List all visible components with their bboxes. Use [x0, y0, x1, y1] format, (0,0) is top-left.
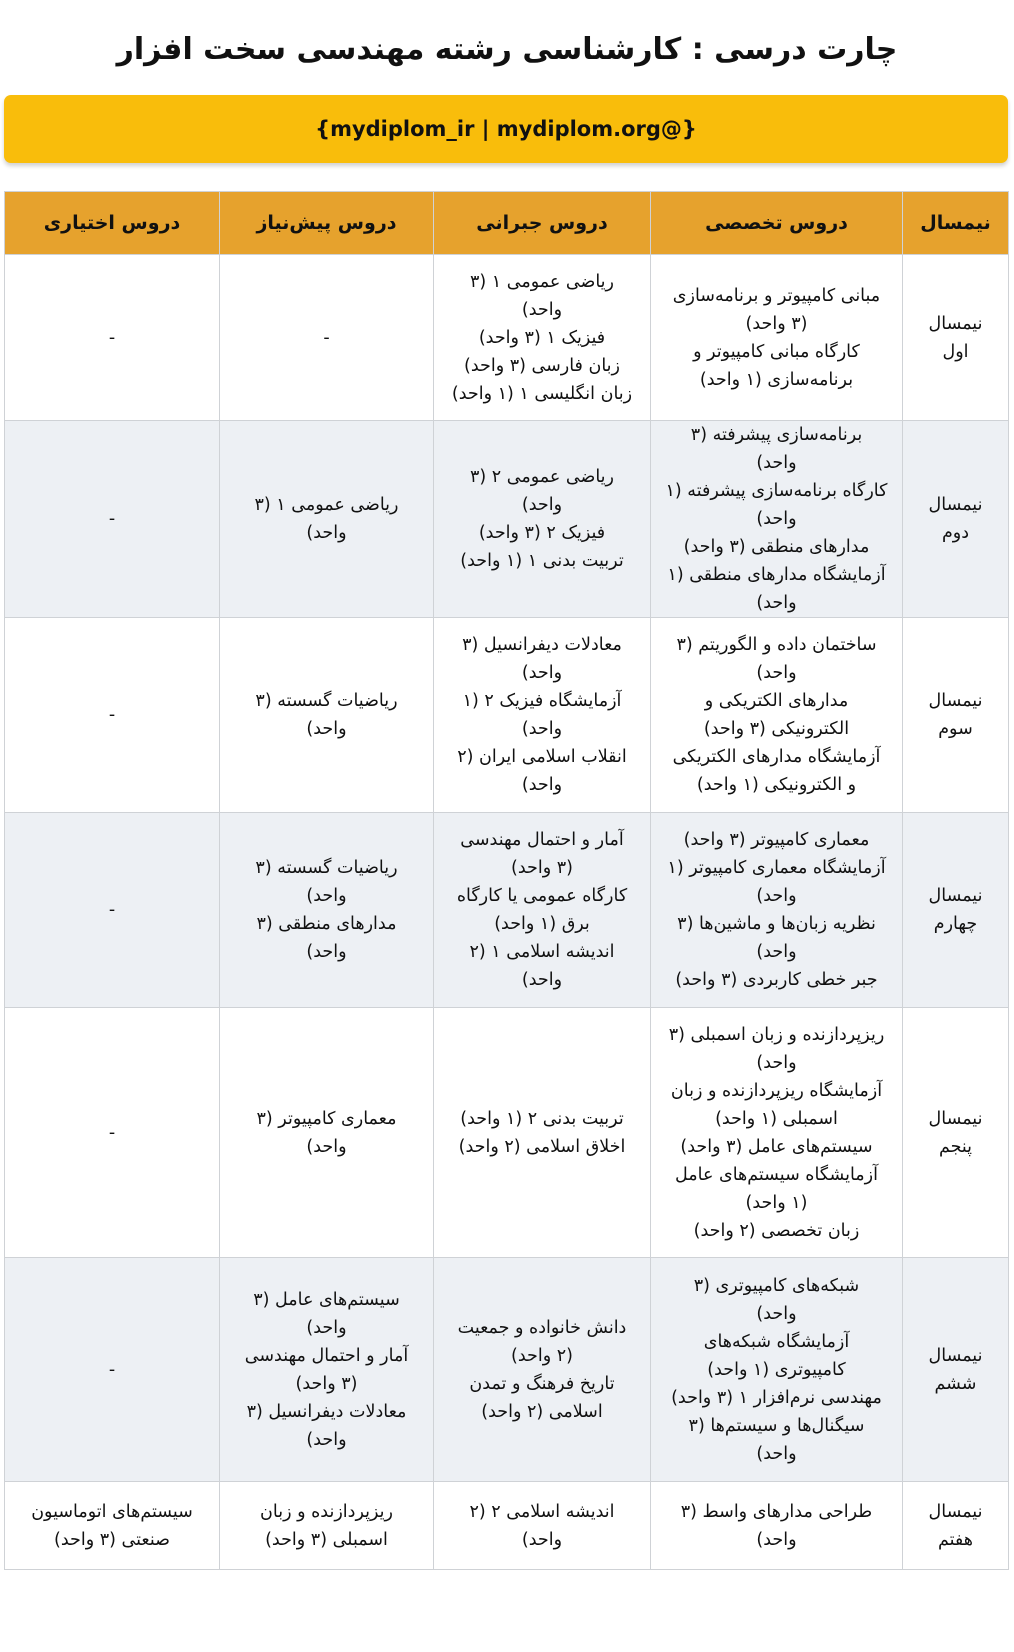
elective-line: -	[108, 705, 116, 725]
compensatory-line: (۳ واحد)	[511, 858, 573, 878]
prerequisite-line: -	[323, 327, 330, 348]
compensatory-line: واحد)	[521, 1529, 563, 1550]
cell-elective	[5, 1482, 220, 1570]
specialized-line: واحد)	[756, 509, 797, 529]
elective-line: -	[108, 509, 116, 529]
table-row	[5, 813, 1009, 1008]
cell-elective	[5, 1008, 220, 1258]
table-body	[5, 255, 1009, 1570]
cell-prerequisite	[220, 1008, 434, 1258]
cell-compensatory	[434, 1258, 651, 1482]
cell-compensatory	[434, 813, 651, 1008]
semester-line: چهارم	[933, 914, 978, 934]
prerequisite-line: معادلات دیفرانسیل (۳	[246, 1401, 407, 1422]
cell-prerequisite	[220, 255, 434, 421]
cell-compensatory	[434, 421, 651, 618]
compensatory-line: واحد)	[521, 495, 563, 515]
specialized-line: اسمبلی (۱ واحد)	[715, 1108, 838, 1129]
header-prerequisite: دروس پیش‌نیاز	[220, 192, 434, 255]
specialized-line: (۳ واحد)	[745, 313, 808, 334]
table-row	[5, 1482, 1009, 1570]
specialized-line: آزمایشگاه معماری کامپیوتر (۱	[667, 858, 886, 878]
cell-compensatory	[434, 1008, 651, 1258]
table-row	[5, 1008, 1009, 1258]
header-compensatory: دروس جبرانی	[434, 192, 651, 255]
cell-elective	[5, 1258, 220, 1482]
prerequisite-line: ریاضی عمومی ۱ (۳	[254, 495, 399, 515]
cell-prerequisite	[220, 1258, 434, 1482]
compensatory-line: واحد)	[521, 719, 563, 739]
cell-compensatory	[434, 618, 651, 813]
specialized-line: کامپیوتری (۱ واحد)	[707, 1359, 846, 1380]
specialized-line: آزمایشگاه مدارهای منطقی (۱	[667, 565, 886, 585]
prerequisite-line: ریزپردازنده و زبان	[260, 1501, 393, 1522]
prerequisite-line: ریاضیات گسسته (۳	[255, 858, 398, 878]
specialized-line: کارگاه برنامه‌سازی پیشرفته (۱	[665, 481, 888, 501]
compensatory-line: آمار و احتمال مهندسی	[460, 830, 624, 850]
semester-line: نیمسال	[928, 1108, 983, 1129]
semester-line: سوم	[938, 719, 973, 739]
specialized-line: برنامه‌سازی پیشرفته (۳	[690, 425, 863, 445]
specialized-line: آزمایشگاه شبکه‌های	[703, 1331, 850, 1352]
elective-line: -	[108, 900, 116, 920]
prerequisite-line: واحد)	[306, 1136, 347, 1157]
elective-line: سیستم‌های اتوماسیون	[31, 1501, 193, 1522]
cell-elective	[5, 421, 220, 618]
elective-line: -	[108, 327, 116, 348]
specialized-line: واحد)	[756, 1052, 797, 1073]
prerequisite-line: آمار و احتمال مهندسی	[244, 1345, 409, 1366]
cell-elective	[5, 618, 220, 813]
specialized-line: آزمایشگاه ریزپردازنده و زبان	[670, 1080, 883, 1101]
cell-semester	[903, 1482, 1009, 1570]
table-row	[5, 421, 1009, 618]
semester-line: نیمسال	[928, 1501, 983, 1522]
compensatory-line: تربیت بدنی ۱ (۱ واحد)	[460, 551, 624, 571]
compensatory-line: تاریخ فرهنگ و تمدن	[469, 1373, 615, 1394]
specialized-line: معماری کامپیوتر (۳ واحد)	[683, 830, 870, 850]
semester-line: پنجم	[938, 1136, 973, 1157]
specialized-line: آزمایشگاه سیستم‌های عامل	[675, 1164, 878, 1185]
compensatory-line: واحد)	[521, 663, 563, 683]
cell-specialized	[651, 255, 903, 421]
compensatory-line: تربیت بدنی ۲ (۱ واحد)	[460, 1108, 624, 1129]
compensatory-line: آزمایشگاه فیزیک ۲ (۱	[462, 691, 622, 711]
prerequisite-line: اسمبلی (۳ واحد)	[265, 1529, 388, 1550]
table-row	[5, 255, 1009, 421]
table-row	[5, 1258, 1009, 1482]
compensatory-line: دانش خانواده و جمعیت	[457, 1317, 627, 1338]
compensatory-line: انقلاب اسلامی ایران (۲	[457, 747, 627, 767]
semester-line: نیمسال	[928, 886, 983, 906]
specialized-line: مبانی کامپیوتر و برنامه‌سازی	[672, 285, 881, 306]
cell-semester	[903, 255, 1009, 421]
prerequisite-line: واحد)	[306, 942, 347, 962]
prerequisite-line: واحد)	[306, 886, 347, 906]
prerequisite-line: سیستم‌های عامل (۳	[253, 1289, 400, 1310]
compensatory-line: برق (۱ واحد)	[494, 914, 590, 934]
specialized-line: زبان تخصصی (۲ واحد)	[693, 1220, 860, 1241]
cell-elective	[5, 813, 220, 1008]
specialized-line: واحد)	[756, 593, 797, 613]
cell-semester	[903, 618, 1009, 813]
banner-text: {mydiplom_ir | mydiplom.org@}	[315, 117, 697, 141]
specialized-line: آزمایشگاه مدارهای الکتریکی	[672, 747, 881, 767]
semester-line: نیمسال	[928, 313, 983, 334]
cell-elective	[5, 255, 220, 421]
prerequisite-line: (۳ واحد)	[295, 1373, 358, 1394]
specialized-line: واحد)	[756, 663, 797, 683]
prerequisite-line: واحد)	[306, 1317, 347, 1338]
header-elective: دروس اختیاری	[5, 192, 220, 255]
semester-line: ششم	[934, 1373, 977, 1394]
source-banner	[4, 95, 1008, 163]
cell-semester	[903, 1008, 1009, 1258]
semester-line: اول	[942, 341, 969, 362]
specialized-line: مدارهای الکتریکی و	[704, 691, 849, 711]
semester-line: نیمسال	[928, 691, 983, 711]
cell-prerequisite	[220, 813, 434, 1008]
specialized-line: مدارهای منطقی (۳ واحد)	[683, 537, 870, 557]
cell-semester	[903, 813, 1009, 1008]
specialized-line: شبکه‌های کامپیوتری (۳	[693, 1275, 860, 1296]
specialized-line: واحد)	[756, 942, 797, 962]
cell-specialized	[651, 421, 903, 618]
table-header-row	[5, 192, 1009, 255]
compensatory-line: زبان فارسی (۳ واحد)	[464, 355, 620, 376]
semester-line: نیمسال	[928, 495, 983, 515]
specialized-line: الکترونیکی (۳ واحد)	[703, 719, 850, 739]
specialized-line: واحد)	[756, 1303, 797, 1324]
cell-prerequisite	[220, 1482, 434, 1570]
course-chart-table	[4, 191, 1009, 1570]
cell-prerequisite	[220, 421, 434, 618]
prerequisite-line: واحد)	[306, 1429, 347, 1450]
specialized-line: واحد)	[756, 1443, 797, 1464]
compensatory-line: اندیشه اسلامی ۲ (۲	[469, 1501, 615, 1522]
prerequisite-line: معماری کامپیوتر (۳	[256, 1108, 397, 1129]
specialized-line: مهندسی نرم‌افزار ۱ (۳ واحد)	[671, 1387, 882, 1408]
cell-compensatory	[434, 1482, 651, 1570]
cell-prerequisite	[220, 618, 434, 813]
elective-line: -	[108, 1359, 116, 1380]
semester-line: نیمسال	[928, 1345, 983, 1366]
cell-specialized	[651, 1258, 903, 1482]
specialized-line: جبر خطی کاربردی (۳ واحد)	[675, 970, 878, 990]
page-title: چارت درسی : کارشناسی رشته مهندسی سخت افزار	[116, 32, 898, 67]
cell-specialized	[651, 1482, 903, 1570]
elective-line: صنعتی (۳ واحد)	[54, 1529, 170, 1550]
compensatory-line: ریاضی عمومی ۲ (۳	[470, 467, 614, 487]
specialized-line: ساختمان داده و الگوریتم (۳	[676, 635, 877, 655]
specialized-line: واحد)	[756, 1529, 797, 1550]
elective-line: -	[108, 1122, 116, 1143]
cell-semester	[903, 421, 1009, 618]
compensatory-line: اخلاق اسلامی (۲ واحد)	[458, 1136, 626, 1157]
specialized-line: نظریه زبان‌ها و ماشین‌ها (۳	[677, 914, 876, 934]
compensatory-line: کارگاه عمومی یا کارگاه	[456, 886, 628, 906]
cell-specialized	[651, 618, 903, 813]
compensatory-line: (۲ واحد)	[511, 1345, 573, 1366]
compensatory-line: اسلامی (۲ واحد)	[481, 1401, 603, 1422]
specialized-line: برنامه‌سازی (۱ واحد)	[699, 369, 854, 390]
compensatory-line: واحد)	[521, 970, 563, 990]
table-row	[5, 618, 1009, 813]
semester-line: هفتم	[937, 1529, 973, 1550]
compensatory-line: ریاضی عمومی ۱ (۳	[470, 271, 614, 292]
specialized-line: کارگاه مبانی کامپیوتر و	[693, 341, 860, 362]
specialized-line: سیگنال‌ها و سیستم‌ها (۳	[688, 1415, 865, 1436]
cell-specialized	[651, 813, 903, 1008]
header-specialized: دروس تخصصی	[651, 192, 903, 255]
prerequisite-line: واحد)	[306, 523, 347, 543]
cell-semester	[903, 1258, 1009, 1482]
compensatory-line: واحد)	[521, 775, 563, 795]
compensatory-line: اندیشه اسلامی ۱ (۲	[469, 942, 615, 962]
specialized-line: طراحی مدارهای واسط (۳	[680, 1501, 873, 1522]
cell-specialized	[651, 1008, 903, 1258]
prerequisite-line: ریاضیات گسسته (۳	[255, 691, 398, 711]
compensatory-line: واحد)	[521, 299, 563, 320]
specialized-line: واحد)	[756, 453, 797, 473]
compensatory-line: معادلات دیفرانسیل (۳	[462, 635, 622, 655]
compensatory-line: فیزیک ۱ (۳ واحد)	[478, 327, 606, 348]
prerequisite-line: مدارهای منطقی (۳	[256, 914, 397, 934]
compensatory-line: زبان انگلیسی ۱ (۱ واحد)	[451, 383, 633, 404]
compensatory-line: فیزیک ۲ (۳ واحد)	[478, 523, 606, 543]
cell-compensatory	[434, 255, 651, 421]
prerequisite-line: واحد)	[306, 719, 347, 739]
specialized-line: (۱ واحد)	[745, 1192, 808, 1213]
specialized-line: واحد)	[756, 886, 797, 906]
header-semester: نیمسال	[903, 192, 1009, 255]
specialized-line: و الکترونیکی (۱ واحد)	[696, 775, 857, 795]
specialized-line: ریزپردازنده و زبان اسمبلی (۳	[668, 1024, 885, 1045]
semester-line: دوم	[941, 523, 970, 543]
specialized-line: سیستم‌های عامل (۳ واحد)	[680, 1136, 873, 1157]
